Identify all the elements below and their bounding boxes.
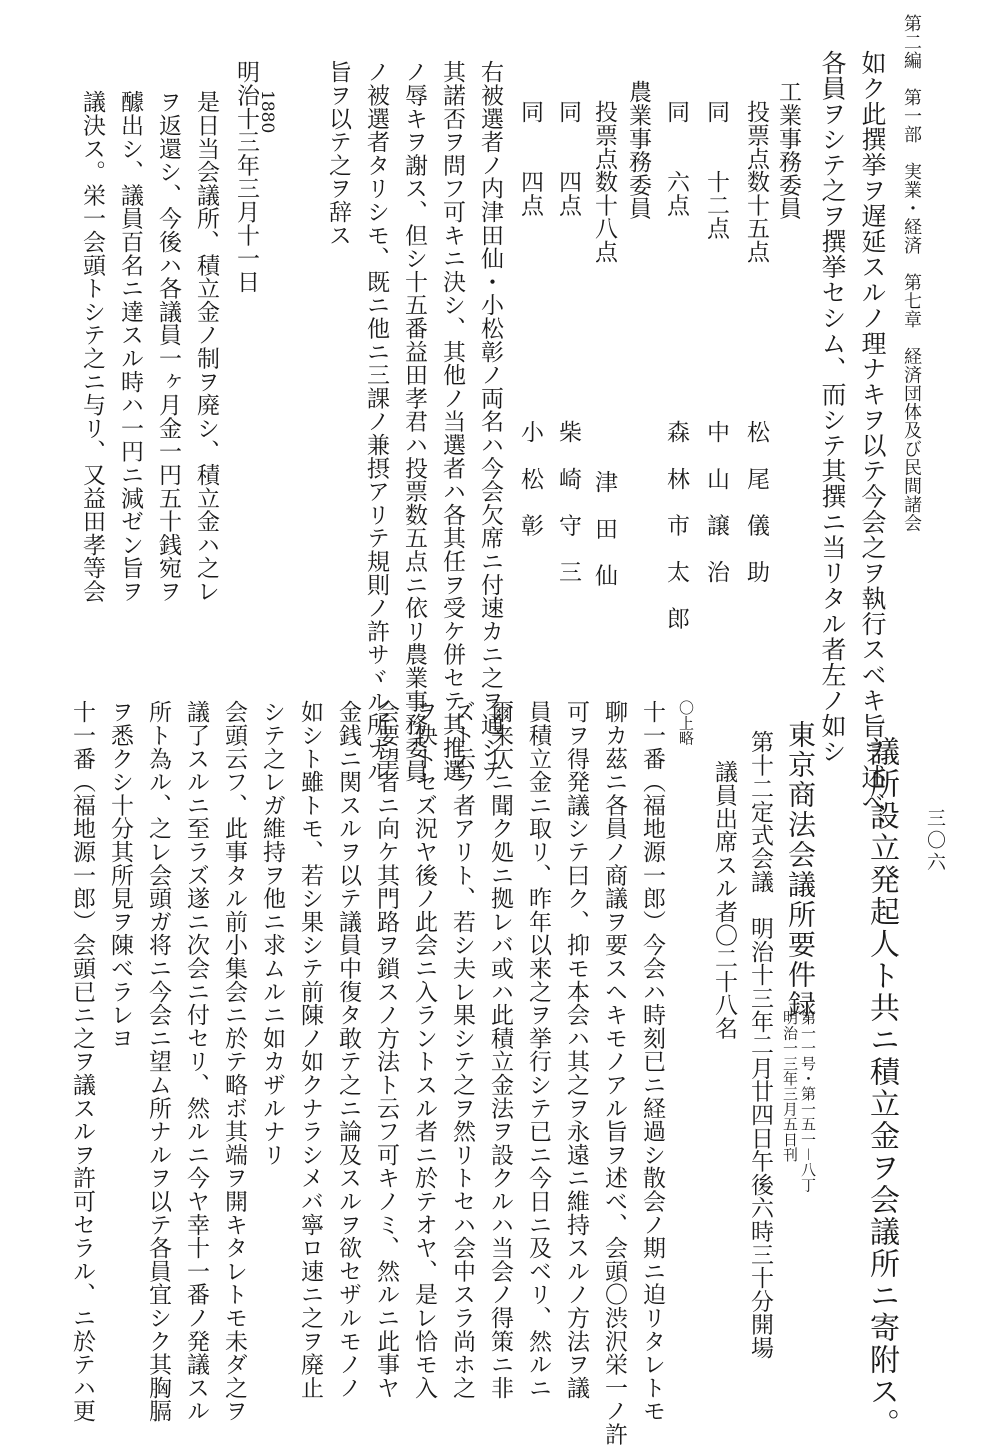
bottom-body-line-15: ヲ悉クシ十分其所見ヲ陳べラレヨ [107,700,133,1050]
closing-line-1: 是日当会議所、積立金ノ制ヲ廃シ、積立金ハ之レ [193,90,219,603]
kogyo-row-1-name: 松 尾 儀 助 [743,420,769,584]
intro-line-1: 如ク此撰挙ヲ遅延スルノ理ナキヲ以テ今会之ヲ執行スベキ旨ヲ述べ、 [858,50,887,841]
closing-line-2: ヲ返還シ、今後ハ各議員一ヶ月金一円五十銭宛ヲ [155,90,181,603]
bottom-body-line-3: 可ヲ得発議シテ曰ク、抑モ本会ハ其之ヲ永遠ニ維持スルノ方法ヲ議 [563,700,589,1399]
bottom-body-line-13: 議了スルニ至ラズ遂ニ次会ニ付セリ、然ルニ今ヤ幸十一番ノ発議スル [183,700,209,1423]
kogyo-row-2-label: 同 十二点 [703,100,729,240]
bottom-body-line-6: ズト云フ者アリト、若シ夫レ果シテ之ヲ然リトセハ会中スラ尚ホ之 [449,700,475,1399]
bottom-body-line-12: 会頭云フ、此事タル前小集会ニ於テ略ボ其端ヲ開キタレトモ未ダ之ヲ [221,700,247,1423]
bottom-body-line-11: シテ之レガ維持ヲ他ニ求ムルニ如カザルナリ [259,700,285,1166]
bottom-body-line-10: 如シト雖トモ、若シ果シテ前陳ノ如クナラシメバ寧ロ速ニ之ヲ廃止 [297,700,323,1399]
kogyo-heading: 工業事務委員 [775,80,801,220]
kogyo-row-3-name: 森 林 市 太 郎 [663,420,689,630]
kogyo-row-1-label: 投票点数十五点 [743,100,769,264]
nogyo-row-3-name: 小 松 彰 [517,420,543,537]
bottom-body-line-1: 十一番（福地源一郎）今会ハ時刻已ニ経過シ散会ノ期ニ迫リタレトモ [639,700,665,1423]
bottom-body-line-5: 爾来仄ニ聞ク処ニ拠レバ或ハ此積立金法ヲ設クルハ当会ノ得策ニ非 [487,700,513,1399]
bottom-body-line-9: 金銭ニ関スルヲ以テ議員中復タ敢テ之ニ論及スルヲ欲セザルモノノ [335,700,361,1399]
source-note-1: 第一一号・第一五一－八丁 [799,1010,817,1193]
bottom-body-line-7: ヲ快トセズ況ヤ後ノ此会ニ入ラントスル者ニ於テオヤ、是レ恰モ入 [411,700,437,1399]
nogyo-row-1-label: 投票点数十八点 [591,100,617,264]
nogyo-row-2-label: 同 四点 [555,100,581,217]
nogyo-row-2-name: 柴 崎 守 三 [555,420,581,584]
closing-line-3: 醵出シ、議員百名ニ達スル時ハ一円ニ減ゼン旨ヲ [117,90,143,603]
bottom-body-line-4: 員積立金ニ取リ、昨年以来之ヲ挙行シテ已ニ今日ニ及ベリ、然ルニ [525,700,551,1399]
source-note-2: 明治一三年三月五日刊 [781,1010,799,1162]
kogyo-row-2-name: 中 山 譲 治 [703,420,729,584]
meeting-line: 第十二定式会議 明治十三年二月廿四日午後六時三十分開場 [747,730,773,1360]
date-line: 明治十三年三月十一日 [233,60,259,293]
top-body-line-1: 右被選者ノ内津田仙・小松彰ノ両名ハ今会欠席ニ付速カニ之ヲ通シテ [477,60,503,783]
omit-mark: 〇上略 [677,700,695,746]
kogyo-row-3-label: 同 六点 [663,100,689,217]
nogyo-row-1-name: 津 田 仙 [591,470,617,587]
attendance-line: 議員出席スル者〇二十八名 [711,760,737,1040]
nogyo-row-3-label: 同 四点 [517,100,543,217]
main-title: 議所設立発起人ト共ニ積立金ヲ会議所ニ寄附ス。 [864,736,899,1440]
top-body-line-4: ノ被選者タリシモ、既ニ他ニ三課ノ兼摂アリテ規則ノ許サヾル所ナル [363,60,389,783]
bottom-body-line-16: 十一番（福地源一郎）会頭已ニ之ヲ議スルヲ許可セラル、ニ於テハ更 [69,700,95,1423]
source-title: 東京商法会議所要件録 [784,720,817,1020]
top-body-line-2: 其諾否ヲ問フ可キニ決シ、其他ノ当選者ハ各其任ヲ受ケ併セテ其推選 [439,60,465,783]
year-label: 1880 [257,90,277,134]
closing-line-4: 議決ス。栄一会頭トシテ之ニ与リ、又益田孝等会 [79,90,105,603]
top-body-line-5: 旨ヲ以テ之ヲ辞ス [325,60,351,247]
nogyo-heading: 農業事務委員 [625,80,651,220]
bottom-body-line-2: 聊カ茲ニ各員ノ商議ヲ要スヘキモノアル旨ヲ述べ、会頭〇渋沢栄一ノ許 [601,700,627,1446]
running-title: 第二編 第一部 実業・経済 第七章 経済団体及び民間諸会 [901,14,922,532]
intro-line-2: 各員ヲシテ之ヲ撰挙セシム、而シテ其撰ニ当リタル者左ノ如シ [818,50,847,764]
bottom-body-line-8: 会要望者ニ向ケ其門路ヲ鎖スノ方法ト云フ可キノミ、然ルニ此事ヤ [373,700,399,1399]
page-number: 三〇六 [924,808,946,874]
bottom-body-line-14: 所ト為ル、之レ会頭ガ将ニ今会ニ望ム所ナルヲ以テ各員宜シク其胸膈 [145,700,171,1423]
top-body-line-3: ノ辱キヲ謝ス、但シ十五番益田孝君ハ投票数五点ニ依リ農業事務委員 [401,60,427,783]
